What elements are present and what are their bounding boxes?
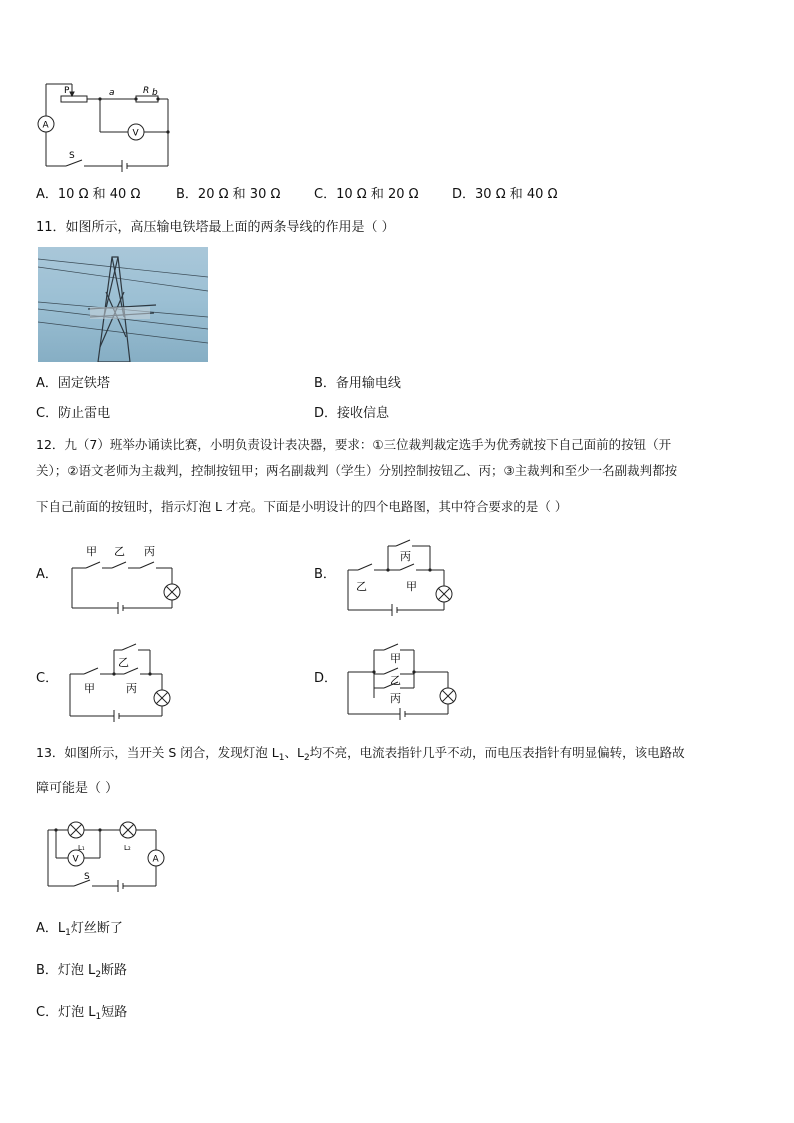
transmission-tower-photo bbox=[38, 247, 208, 362]
q13-option-c bbox=[36, 1004, 127, 1026]
label-yi: 乙 bbox=[114, 545, 125, 558]
label-bing: 丙 bbox=[390, 692, 401, 705]
option-text: 30 Ω 和 40 Ω bbox=[475, 187, 558, 202]
option-text: 20 Ω 和 30 Ω bbox=[197, 187, 281, 202]
q12-option-a-letter: A． bbox=[36, 567, 58, 582]
q12-circuit-a bbox=[68, 540, 188, 612]
subscript: 1 bbox=[65, 928, 71, 938]
q11-stem: 11．如图所示，高压输电铁塔最上面的两条导线的作用是（ ） bbox=[36, 220, 395, 235]
q12-stem-line2: 关）；②语文老师为主裁判，控制按钮甲；两名副裁判（学生）分别控制按钮乙、丙；③主裁判和至少一名副裁判都按 bbox=[36, 463, 678, 478]
q13-option-b bbox=[36, 962, 127, 984]
label-r: R bbox=[143, 86, 150, 96]
option-text: 短路 bbox=[101, 1005, 128, 1020]
q13-stem-line2: 障可能是（ ） bbox=[36, 781, 119, 796]
label-jia: 甲 bbox=[406, 580, 417, 593]
label-ammeter: A bbox=[152, 854, 159, 865]
q11-option-d bbox=[314, 405, 389, 423]
option-letter: B． bbox=[36, 963, 58, 978]
label-bing: 丙 bbox=[144, 545, 155, 558]
stem-text: 、L bbox=[284, 745, 304, 760]
q13-option-a bbox=[36, 920, 123, 942]
q10-option-b bbox=[176, 186, 280, 204]
label-jia: 甲 bbox=[84, 682, 95, 695]
q12-circuit-c bbox=[66, 640, 186, 720]
subscript: 2 bbox=[303, 753, 310, 763]
q10-circuit-diagram bbox=[36, 80, 176, 172]
q13-circuit-diagram bbox=[44, 818, 174, 892]
label-jia: 甲 bbox=[390, 652, 401, 665]
option-text: 备用输电线 bbox=[335, 376, 401, 391]
q12-option-d-letter: D． bbox=[314, 671, 338, 686]
option-letter: C． bbox=[36, 406, 59, 421]
option-letter: C． bbox=[314, 187, 337, 202]
subscript: 2 bbox=[95, 970, 102, 980]
option-text: 接收信息 bbox=[337, 406, 390, 421]
q11-option-a bbox=[36, 375, 110, 393]
q13-stem-line1 bbox=[36, 744, 685, 767]
label-switch: S bbox=[84, 872, 90, 882]
label-l2: L₂ bbox=[124, 844, 131, 852]
q11-option-b bbox=[314, 375, 401, 393]
q11-option-c bbox=[36, 405, 110, 423]
option-text: 10 Ω 和 40 Ω bbox=[57, 187, 141, 202]
label-voltmeter: V bbox=[132, 128, 139, 139]
stem-text: 13．如图所示，当开关 S 闭合，发现灯泡 L bbox=[36, 745, 279, 760]
q10-option-d bbox=[452, 186, 558, 204]
label-switch: S bbox=[69, 151, 75, 161]
option-letter: A． bbox=[36, 376, 58, 391]
subscript: 1 bbox=[95, 1012, 102, 1022]
option-text: 灯丝断了 bbox=[70, 921, 123, 936]
label-bing: 丙 bbox=[126, 682, 137, 695]
label-yi: 乙 bbox=[118, 656, 129, 669]
option-text: 灯泡 L bbox=[58, 1005, 96, 1020]
q12-option-c-letter: C． bbox=[36, 671, 59, 686]
label-yi: 乙 bbox=[390, 674, 401, 687]
option-letter: A． bbox=[36, 921, 58, 936]
label-jia: 甲 bbox=[86, 545, 97, 558]
option-letter: D． bbox=[452, 187, 476, 202]
stem-text: 均不亮，电流表指针几乎不动，而电压表指针有明显偏转，该电路故 bbox=[309, 745, 685, 760]
option-text: 10 Ω 和 20 Ω bbox=[336, 187, 419, 202]
label-b: b bbox=[152, 88, 158, 98]
label-a: a bbox=[109, 88, 115, 98]
label-p: P bbox=[64, 86, 70, 96]
label-l1: L₁ bbox=[78, 844, 85, 852]
option-letter: A． bbox=[36, 187, 58, 202]
q12-circuit-b bbox=[344, 540, 464, 616]
option-text: L bbox=[57, 921, 66, 936]
q10-option-c bbox=[314, 186, 419, 204]
option-text: 固定铁塔 bbox=[57, 376, 110, 391]
option-letter: B． bbox=[314, 376, 336, 391]
option-text: 灯泡 L bbox=[57, 963, 96, 978]
label-yi: 乙 bbox=[356, 580, 367, 593]
q12-option-b-letter: B． bbox=[314, 567, 336, 582]
q12-stem-line3: 下自己前面的按钮时，指示灯泡 L 才亮。下面是小明设计的四个电路图，其中符合要求的是（ ） bbox=[36, 499, 568, 514]
option-text: 防止雷电 bbox=[58, 406, 111, 421]
q10-option-a bbox=[36, 186, 140, 204]
label-bing: 丙 bbox=[400, 550, 411, 563]
option-letter: C． bbox=[36, 1005, 59, 1020]
option-text: 断路 bbox=[101, 963, 128, 978]
q12-circuit-d bbox=[344, 640, 466, 720]
option-letter: B． bbox=[176, 187, 198, 202]
label-ammeter: A bbox=[42, 120, 49, 131]
q12-stem-line1: 12．九（7）班举办诵读比赛，小明负责设计表决器，要求：①三位裁判裁定选手为优秀就按下自己面前的按钮（开 bbox=[36, 437, 672, 452]
option-letter: D． bbox=[314, 406, 338, 421]
label-voltmeter: V bbox=[72, 854, 79, 865]
subscript: 1 bbox=[278, 753, 285, 763]
